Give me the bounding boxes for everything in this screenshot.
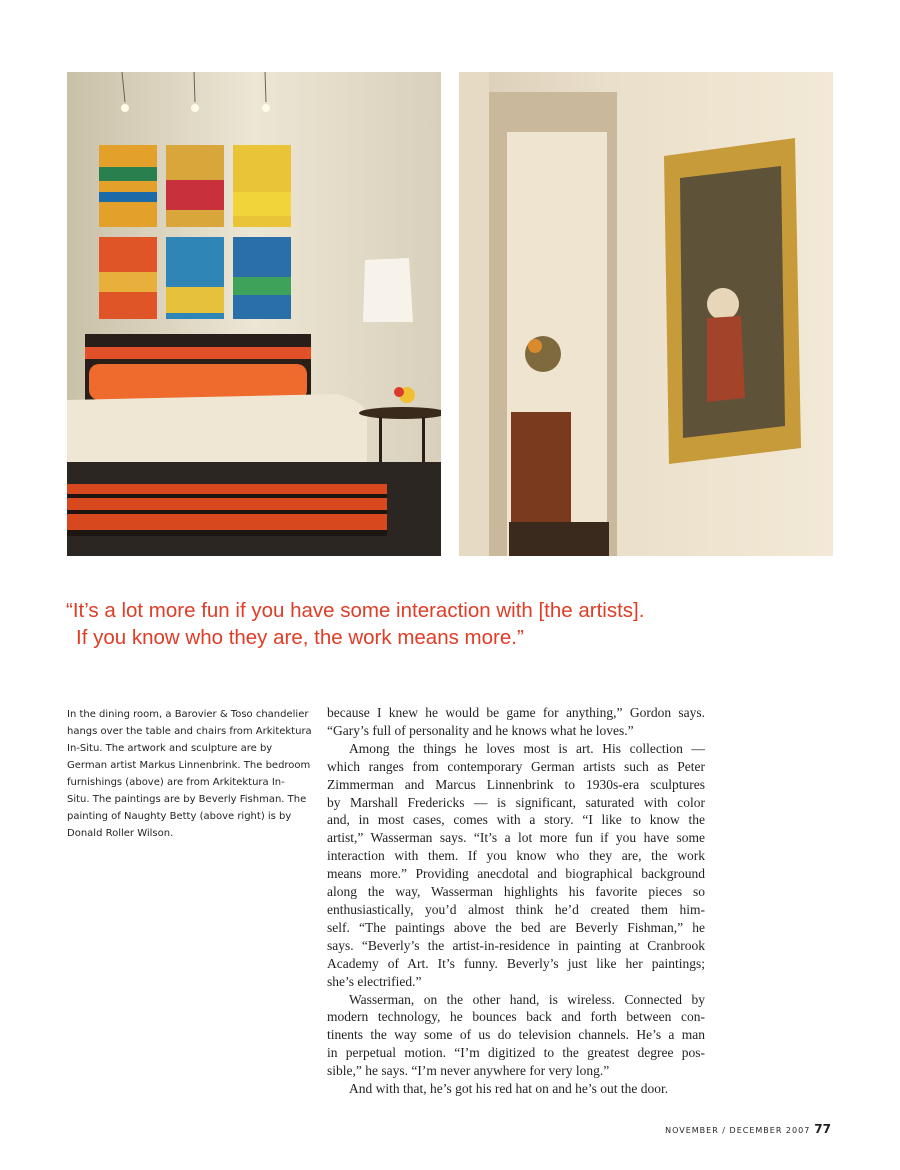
caption-line: Situ. The paintings are by Beverly Fishman. The (67, 794, 307, 805)
body-line: means more.” Providing anecdotal and biographical background (327, 866, 705, 882)
page-folio (665, 1118, 831, 1137)
body-line: sible,” he says. “I’m never anywhere for very long.” (327, 1063, 610, 1079)
body-line: tinents the way some of us do television channels. He’s a man (327, 1027, 705, 1043)
caption-line: In-Situ. The artwork and sculpture are by (67, 743, 273, 754)
bedroom-photo (67, 72, 441, 556)
page-number: 77 (814, 1122, 831, 1136)
pull-quote-line: If you know who they are, the work means more.” (76, 626, 524, 649)
body-line: Zimmerman and Marcus Linnenbrink to 1930s-era sculptures (327, 776, 705, 792)
body-line: Among the things he loves most is art. His collection — (349, 740, 705, 756)
body-line: self. “The paintings above the bed are Beverly Fishman,” he (327, 919, 705, 935)
body-line: Academy of Art. It’s funny. Beverly’s just like her paintings; (327, 955, 705, 971)
body-line: says. “Beverly’s the artist-in-residence in painting at Cranbrook (327, 937, 705, 953)
caption-line: furnishings (above) are from Arkitektura In- (67, 777, 285, 788)
body-line: because I knew he would be game for anything,” Gordon says. (327, 705, 705, 720)
caption-line: Donald Roller Wilson. (67, 828, 174, 839)
body-line: she’s electrified.” (327, 973, 422, 989)
caption-line: In the dining room, a Barovier & Toso chandelier (67, 709, 309, 720)
photo-caption (67, 706, 312, 842)
body-line: Wasserman, on the other hand, is wireless. Connected by (349, 991, 705, 1007)
article-body (327, 704, 705, 1098)
caption-line: German artist Markus Linnenbrink. The bedroom (67, 760, 311, 771)
body-line: which ranges from contemporary German artists such as Peter (327, 758, 705, 774)
body-line: And with that, he’s got his red hat on and he’s out the door. (349, 1081, 669, 1097)
body-line: interaction with them. If you know who they are, the work (327, 848, 705, 864)
pull-quote (66, 597, 786, 651)
body-line: “Gary’s full of personality and he knows what he loves.” (327, 722, 634, 738)
body-line: in perpetual motion. “I’m digitized to the greatest degree pos- (327, 1045, 705, 1061)
pull-quote-line: “It’s a lot more fun if you have some interaction with [the artists]. (66, 599, 645, 622)
body-line: enthusiastically, you’d almost think he’d created them him- (327, 901, 705, 917)
body-line: along the way, Wasserman highlights his favorite pieces so (327, 884, 705, 900)
doorway-illustration (459, 72, 833, 556)
caption-line: painting of Naughty Betty (above right) is by (67, 811, 292, 822)
caption-line: hangs over the table and chairs from Arkitektura (67, 726, 312, 737)
body-line: artist,” Wasserman says. “It’s a lot more fun if you have some (327, 830, 705, 846)
doorway-painting-photo (459, 72, 833, 556)
bedroom-illustration (67, 72, 441, 556)
issue-date: NOVEMBER / DECEMBER 2007 (665, 1126, 811, 1135)
body-line: by Marshall Fredericks — is significant, saturated with color (327, 794, 705, 810)
body-line: and, in most cases, comes with a story. “I like to know the (327, 812, 705, 828)
body-line: modern technology, he bounces back and forth between con- (327, 1009, 705, 1025)
